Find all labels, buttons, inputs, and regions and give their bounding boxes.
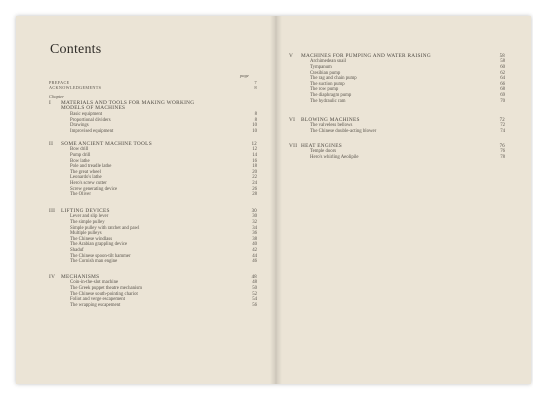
section-page: 56	[252, 302, 257, 308]
section-page: 72	[500, 123, 505, 129]
chapter-number: IV	[49, 274, 56, 280]
chapter-page: 72	[499, 118, 505, 123]
section-page: 40	[252, 242, 257, 248]
section-label: The valveless bellows	[310, 123, 353, 129]
section-row	[289, 99, 505, 105]
section-page: 68	[500, 87, 505, 93]
section-label: Ctesibian pump	[310, 70, 341, 76]
section-page: 46	[252, 259, 257, 265]
section-label: The rag and chain pump	[310, 76, 357, 82]
section-label: Temple doors	[310, 149, 337, 155]
section-label: Proportional dividers	[70, 117, 111, 123]
section-label: Improvised equipment	[70, 128, 114, 134]
section-page: 10	[252, 128, 257, 134]
chapter-number: V	[289, 53, 294, 59]
chapter-number: I	[49, 100, 52, 106]
chapter-5	[289, 54, 505, 104]
section-label: The Chinese spoon-tilt hammer	[70, 253, 131, 259]
section-page: 78	[500, 155, 505, 160]
section-label: The Greek puppet theatre mechanism	[70, 286, 142, 291]
section-row	[49, 192, 257, 198]
front-matter-label: ACKNOWLEDGEMENTS	[49, 85, 102, 91]
chapter-title: MATERIALS AND TOOLS FOR MAKING WORKING	[61, 100, 195, 106]
left-page	[16, 16, 275, 384]
section-page: 28	[252, 192, 257, 198]
section-page: 70	[500, 98, 505, 104]
section-label: Foliot and verge escapement	[70, 297, 125, 303]
section-page: 62	[500, 70, 505, 76]
section-label: Bow drill	[70, 147, 89, 153]
section-page: 22	[252, 175, 257, 181]
section-page: 50	[252, 286, 257, 291]
front-matter-label: PREFACE	[49, 80, 70, 85]
section-page: 12	[252, 147, 257, 153]
section-page: 8	[254, 112, 257, 117]
chapter-title-continued: MODELS OF MACHINES	[61, 105, 126, 112]
section-page: 66	[500, 81, 505, 87]
section-page: 52	[252, 291, 257, 297]
section-page: 14	[252, 153, 257, 158]
section-label: The Arabian grappling device	[70, 242, 128, 248]
chapter-number: VI	[289, 117, 296, 123]
section-row	[289, 129, 505, 135]
front-matter-page: 8	[254, 85, 257, 91]
section-label: The diaphragm pump	[310, 92, 352, 98]
section-label: Drawings	[70, 123, 89, 129]
section-label: The row pump	[310, 87, 339, 93]
section-page: 58	[500, 59, 505, 65]
section-page: 8	[254, 117, 257, 123]
section-label: Lever and slip lever	[70, 214, 109, 220]
chapter-title: LIFTING DEVICES	[61, 208, 110, 214]
section-page: 18	[252, 164, 257, 170]
section-label: Bow lathe	[70, 158, 90, 164]
chapter-4	[49, 275, 257, 308]
section-label: Leonardo's lathe	[70, 175, 102, 181]
section-label: Archimedean snail	[310, 59, 347, 65]
chapter-number: II	[49, 141, 54, 147]
section-page: 69	[500, 92, 505, 98]
chapter-7	[289, 144, 505, 161]
section-page: 30	[252, 214, 257, 220]
section-page: 60	[500, 65, 505, 70]
section-label: Hero's whirling Aeolipile	[310, 155, 359, 160]
chapter-page: 58	[499, 54, 505, 59]
section-label: Hero's screw cutter	[70, 180, 107, 186]
chapter-title: MACHINES FOR PUMPING AND WATER RAISING	[301, 53, 432, 59]
section-label: Shaduf	[70, 247, 84, 253]
chapter-title: HEAT ENGINES	[301, 143, 343, 149]
section-page: 16	[252, 158, 257, 164]
section-label: Pole and treadle lathe	[70, 164, 112, 170]
chapter-title: SOME ANCIENT MACHINE TOOLS	[61, 141, 152, 147]
front-matter-page: 7	[254, 80, 257, 85]
section-row	[49, 303, 257, 309]
section-label: Coin-in-the-slot machine	[70, 280, 119, 286]
chapter-2	[49, 142, 257, 198]
section-page: 74	[500, 129, 505, 134]
section-page: 76	[500, 149, 505, 155]
section-page: 44	[252, 253, 257, 259]
section-row	[49, 259, 257, 265]
section-page: 54	[252, 297, 257, 303]
section-page: 64	[500, 76, 505, 82]
section-page: 36	[252, 231, 257, 237]
section-page: 24	[252, 180, 257, 186]
section-label: Simple pulley with ratchet and pawl	[70, 225, 140, 231]
section-label: Basic equipment	[70, 112, 103, 117]
section-page: 42	[252, 247, 257, 253]
section-page: 20	[252, 169, 257, 175]
section-label: The Oliver	[70, 192, 91, 198]
contents-title: Contents	[50, 42, 102, 57]
chapter-1	[49, 101, 257, 134]
section-label: The Chinese south-pointing chariot	[70, 291, 138, 297]
section-page: 34	[252, 225, 257, 231]
chapter-page: 30	[251, 209, 257, 214]
chapter-3	[49, 209, 257, 265]
section-row	[289, 155, 505, 161]
section-page: 32	[252, 220, 257, 225]
section-row	[49, 129, 257, 135]
section-label: Multiple pulleys	[70, 231, 102, 237]
section-page: 26	[252, 186, 257, 192]
front-matter	[49, 80, 257, 90]
section-label: Tympanum	[310, 65, 332, 70]
chapter-page: 48	[251, 275, 257, 280]
front-matter-row	[49, 85, 257, 90]
chapter-6	[289, 118, 505, 135]
chapter-number: VII	[289, 143, 298, 149]
chapter-title: BLOWING MACHINES	[301, 117, 360, 123]
section-label: Pump drill	[70, 153, 91, 158]
section-label: The Chinese double-acting blower	[310, 129, 377, 134]
section-page: 10	[252, 123, 257, 129]
section-label: The hydraulic ram	[310, 98, 346, 104]
section-label: The wrapping escapement	[70, 302, 121, 308]
right-page	[277, 16, 531, 384]
section-label: The great wheel	[70, 169, 101, 175]
page-column-label: page	[240, 73, 249, 78]
section-page: 38	[252, 236, 257, 242]
chapter-number: III	[49, 208, 56, 214]
section-label: The Cornish man engine	[70, 259, 118, 265]
book-spread	[16, 16, 531, 384]
chapter-title: MECHANISMS	[61, 274, 100, 280]
section-label: The suction pump	[310, 81, 345, 87]
section-label: Screw generating device	[70, 186, 118, 192]
chapter-page: 12	[251, 142, 257, 147]
section-label: The simple pulley	[70, 220, 105, 225]
chapter-page: 76	[499, 144, 505, 149]
chapters-label: Chapter	[49, 94, 65, 99]
section-label: The Chinese windlass	[70, 236, 113, 242]
section-page: 48	[252, 280, 257, 286]
